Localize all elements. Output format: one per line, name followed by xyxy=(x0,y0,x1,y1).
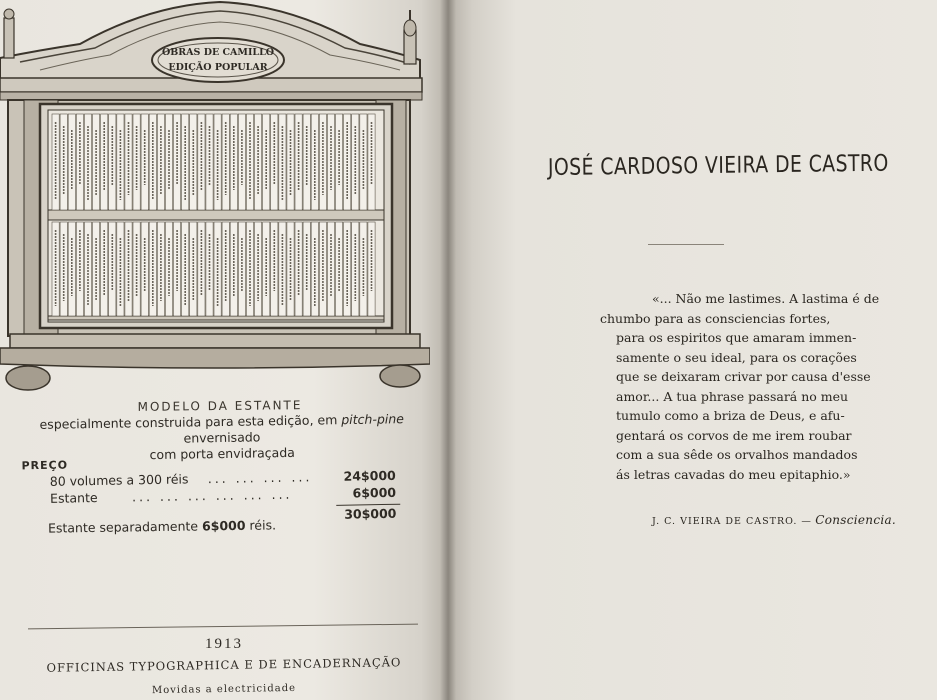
title-plaque xyxy=(152,38,284,82)
publication-year: 1913 xyxy=(205,636,243,652)
quote-line: amor... A tua phrase passará no meu xyxy=(616,388,849,404)
price-row-dots: ... ... ... ... xyxy=(207,469,313,487)
plaque-line-2: EDIÇÃO POPULAR xyxy=(168,62,268,73)
separate-price-text: Estante separadamente xyxy=(47,518,203,536)
bookcase-model-title: MODELO DA ESTANTE xyxy=(137,398,303,414)
footer-rule xyxy=(28,624,418,630)
quote-attribution xyxy=(652,513,896,527)
description-line-2: com porta envidraçada xyxy=(149,444,295,463)
quote-line: «... Não me lastimes. A lastima é de xyxy=(652,291,880,306)
book-spines xyxy=(48,114,384,320)
description-text-end: envernisado xyxy=(183,429,261,446)
attribution-work: Consciencia. xyxy=(815,513,897,527)
price-total-value: 30$000 xyxy=(344,505,397,522)
shelf-board xyxy=(48,316,384,320)
quote-line: ás letras cavadas do meu epitaphio.» xyxy=(616,466,851,482)
title-rule xyxy=(648,244,724,245)
attribution-author: J. C. VIEIRA DE CASTRO. — xyxy=(652,516,812,527)
price-row-label: 80 volumes a 300 réis xyxy=(49,471,189,489)
book-gutter xyxy=(440,0,456,700)
price-row-label: Estante xyxy=(49,489,98,506)
quote-line: com a sua sêde os orvalhos mandados xyxy=(616,447,858,462)
left-page xyxy=(0,0,448,700)
plaque-line-1: OBRAS DE CAMILLO xyxy=(161,47,275,58)
separate-price xyxy=(48,517,276,535)
right-finial xyxy=(404,10,416,64)
left-finial xyxy=(4,9,14,58)
quote-line: samente o seu ideal, para os corações xyxy=(616,349,857,365)
price-label: PREÇO xyxy=(21,458,69,473)
shelf-board xyxy=(48,210,384,220)
cabinet-base xyxy=(0,334,430,390)
quote-line: chumbo para as consciencias fortes, xyxy=(600,310,831,326)
separate-price-unit: réis. xyxy=(245,517,277,533)
price-row-dots: ... ... ... ... ... ... xyxy=(131,486,293,505)
publisher-subtitle: Movidas a electricidade xyxy=(151,682,297,697)
price-row-value: 24$000 xyxy=(343,467,396,484)
page-title: JOSÉ CARDOSO VIEIRA DE CASTRO xyxy=(547,150,889,181)
quote-line: que se deixaram crivar por causa d'esse xyxy=(616,369,871,384)
publisher-name: OFFICINAS TYPOGRAPHICA E DE ENCADERNAÇÃO xyxy=(46,655,402,675)
epigraph-quote xyxy=(600,289,915,484)
price-row-value: 6$000 xyxy=(352,484,397,501)
description-text: especialmente construida para esta edição, em xyxy=(39,412,342,432)
quote-line: tumulo como a briza de Deus, e afu- xyxy=(616,408,845,423)
separate-price-value: 6$000 xyxy=(201,517,246,534)
bookcase-illustration xyxy=(0,0,430,400)
quote-line: para os espiritos que amaram immen- xyxy=(616,330,857,345)
description-emphasis: pitch-pine xyxy=(341,411,405,428)
quote-line: gentará os corvos de me irem roubar xyxy=(616,427,852,443)
